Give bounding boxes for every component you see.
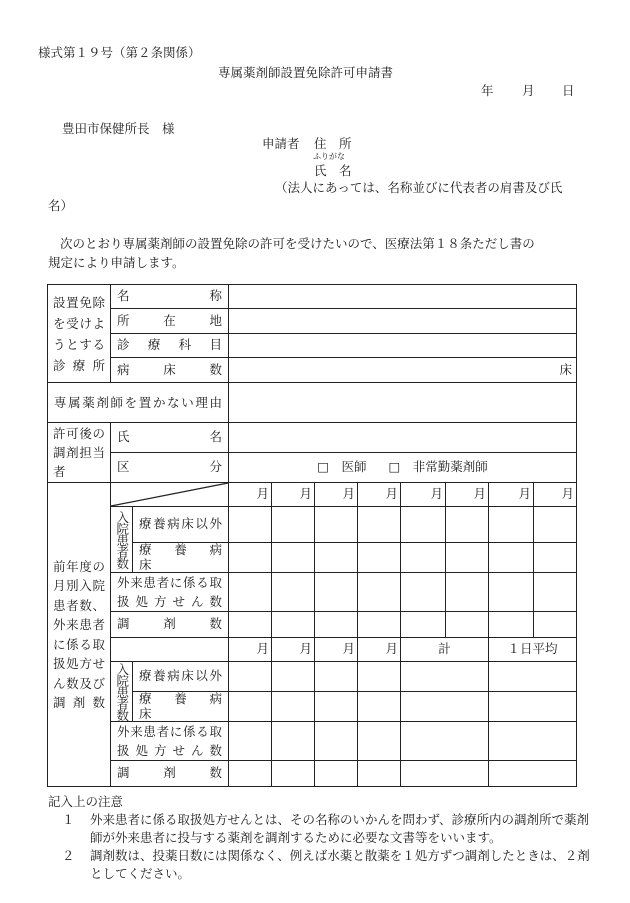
month-header-5: 月 xyxy=(401,483,446,507)
corp-note-line1: （法人にあっては、名称並びに代表者の肩書及び氏 xyxy=(275,180,563,195)
cell[interactable] xyxy=(401,543,446,573)
row-label-outpatient-prescriptions: 外来患者に係る取扱処方せん数 xyxy=(111,573,229,612)
applicant-label: 申請者 xyxy=(262,136,300,151)
cell[interactable] xyxy=(401,612,446,638)
cell[interactable] xyxy=(315,761,358,787)
cell[interactable] xyxy=(272,722,315,761)
cell[interactable] xyxy=(446,507,489,543)
date-year-label: 年 xyxy=(481,83,494,98)
daily-avg-cell[interactable] xyxy=(489,662,577,692)
checkbox-part-time-pharmacist[interactable]: □ 非常勤薬剤師 xyxy=(388,459,488,475)
note-item xyxy=(62,847,593,883)
clinic-address-field[interactable] xyxy=(229,309,577,334)
cell[interactable] xyxy=(401,507,446,543)
cell[interactable] xyxy=(315,543,358,573)
cell[interactable] xyxy=(489,612,534,638)
note-number: ２ xyxy=(62,848,75,863)
cell[interactable] xyxy=(229,507,272,543)
daily-average-header: １日平均 xyxy=(489,638,577,662)
post-approval-group-label: 許可後の調剤担当者 xyxy=(48,423,111,483)
intro-line2: 規定により申請します。 xyxy=(48,255,185,270)
month-header-7: 月 xyxy=(489,483,534,507)
cell[interactable] xyxy=(229,573,272,612)
cell[interactable] xyxy=(534,612,577,638)
month-header-11: 月 xyxy=(315,638,358,662)
cell[interactable] xyxy=(358,662,401,692)
document-title: 専属薬剤師設置免除許可申請書 xyxy=(218,65,394,80)
form-number: 様式第１９号（第２条関係） xyxy=(38,45,201,60)
cell[interactable] xyxy=(489,573,534,612)
clinic-address-label: 所 在 地 xyxy=(111,309,229,334)
note-item xyxy=(62,811,593,847)
intro-paragraph xyxy=(48,234,588,272)
cell[interactable] xyxy=(315,507,358,543)
cell[interactable] xyxy=(272,573,315,612)
header-blank-cell xyxy=(111,638,229,662)
total-cell[interactable] xyxy=(401,722,489,761)
cell[interactable] xyxy=(229,612,272,638)
dispenser-class-field xyxy=(229,453,577,483)
cell[interactable] xyxy=(272,507,315,543)
cell[interactable] xyxy=(446,612,489,638)
notes-heading: 記入上の注意 xyxy=(48,794,124,809)
inpatient-label-2: 入院患者数 xyxy=(111,662,133,722)
total-cell[interactable] xyxy=(401,761,489,787)
daily-avg-cell[interactable] xyxy=(489,692,577,722)
cell[interactable] xyxy=(446,573,489,612)
dispenser-name-field[interactable] xyxy=(229,423,577,453)
note-text: 調剤数は、投薬日数には関係なく、例えば水薬と散薬を１処方ずつ調剤したときは、２剤としてください。 xyxy=(90,848,590,881)
corp-note-line2: 名） xyxy=(48,198,74,213)
notes-section xyxy=(48,793,593,883)
clinic-departments-label: 診 療 科 目 xyxy=(111,334,229,358)
cell[interactable] xyxy=(315,692,358,722)
month-header-1: 月 xyxy=(229,483,272,507)
cell[interactable] xyxy=(315,573,358,612)
cell[interactable] xyxy=(358,722,401,761)
cell[interactable] xyxy=(446,543,489,573)
cell[interactable] xyxy=(272,543,315,573)
clinic-name-label: 名 称 xyxy=(111,285,229,309)
cell[interactable] xyxy=(229,722,272,761)
cell[interactable] xyxy=(358,761,401,787)
cell[interactable] xyxy=(315,612,358,638)
name-label: 氏 名 xyxy=(314,163,352,178)
cell[interactable] xyxy=(229,662,272,692)
cell[interactable] xyxy=(272,761,315,787)
month-header-4: 月 xyxy=(358,483,401,507)
diagonal-header-cell xyxy=(111,483,229,507)
month-header-9: 月 xyxy=(229,638,272,662)
dispenser-class-label: 区 分 xyxy=(111,453,229,483)
clinic-beds-field[interactable] xyxy=(229,358,577,383)
clinic-departments-field[interactable] xyxy=(229,334,577,358)
diagonal-line xyxy=(111,483,228,506)
cell[interactable] xyxy=(358,612,401,638)
row-label-dispensing: 調 剤 数 xyxy=(111,612,229,638)
address-label: 住 所 xyxy=(314,136,352,151)
date-day-label: 日 xyxy=(562,83,575,98)
clinic-name-field[interactable] xyxy=(229,285,577,309)
daily-avg-cell[interactable] xyxy=(489,722,577,761)
inpatient-label: 入院患者数 xyxy=(111,507,133,573)
cell[interactable] xyxy=(358,692,401,722)
cell[interactable] xyxy=(534,507,577,543)
cell[interactable] xyxy=(229,692,272,722)
total-cell[interactable] xyxy=(401,662,489,692)
row-label-not-care-beds-2: 療養病床以外 xyxy=(133,662,229,692)
cell[interactable] xyxy=(401,573,446,612)
cell[interactable] xyxy=(489,507,534,543)
furigana-label: ふりがな xyxy=(313,152,345,161)
cell[interactable] xyxy=(358,507,401,543)
clinic-group-label: 設置免除を受けようとする診療所 xyxy=(48,285,111,383)
cell[interactable] xyxy=(272,612,315,638)
row-label-dispensing-2: 調 剤 数 xyxy=(111,761,229,787)
daily-avg-cell[interactable] xyxy=(489,761,577,787)
cell[interactable] xyxy=(489,543,534,573)
month-header-10: 月 xyxy=(272,638,315,662)
month-header-12: 月 xyxy=(358,638,401,662)
cell[interactable] xyxy=(534,573,577,612)
addressee: 豊田市保健所長 様 xyxy=(62,121,175,136)
cell[interactable] xyxy=(229,543,272,573)
reason-label: 専属薬剤師を置かない理由 xyxy=(48,383,229,423)
row-label-not-care-beds: 療養病床以外 xyxy=(133,507,229,543)
date-month-label: 月 xyxy=(522,83,535,98)
row-label-care-beds-2: 療 養 病 床 xyxy=(133,692,229,722)
dispenser-name-label: 氏 名 xyxy=(111,423,229,453)
cell[interactable] xyxy=(358,573,401,612)
note-number: １ xyxy=(62,812,75,827)
cell[interactable] xyxy=(358,543,401,573)
row-label-care-beds: 療 養 病 床 xyxy=(133,543,229,573)
note-text: 外来患者に係る取扱処方せんとは、その名称のいかんを問わず、診療所内の調剤所で薬剤師が外来患者に投与する薬剤を調剤するために必要な文書等をいいます。 xyxy=(90,812,590,845)
clinic-beds-label: 病 床 数 xyxy=(111,358,229,383)
bed-unit: 床 xyxy=(559,361,572,377)
total-cell[interactable] xyxy=(401,692,489,722)
cell[interactable] xyxy=(229,761,272,787)
cell[interactable] xyxy=(272,692,315,722)
prev-year-group-label: 前年度の月別入院患者数、外来患者に係る取扱処方せん数及び調剤数 xyxy=(48,483,111,787)
checkbox-doctor[interactable]: □ 医師 xyxy=(317,459,367,475)
month-header-8: 月 xyxy=(534,483,577,507)
month-header-3: 月 xyxy=(315,483,358,507)
cell[interactable] xyxy=(534,543,577,573)
row-label-outpatient-prescriptions-2: 外来患者に係る取扱処方せん数 xyxy=(111,722,229,761)
total-header: 計 xyxy=(401,638,489,662)
application-form-table xyxy=(47,284,577,787)
month-header-2: 月 xyxy=(272,483,315,507)
intro-line1: 次のとおり専属薬剤師の設置免除の許可を受けたいので、医療法第１８条ただし書の xyxy=(60,236,535,251)
reason-field[interactable] xyxy=(229,383,577,423)
cell[interactable] xyxy=(315,662,358,692)
month-header-6: 月 xyxy=(446,483,489,507)
cell[interactable] xyxy=(272,662,315,692)
cell[interactable] xyxy=(315,722,358,761)
